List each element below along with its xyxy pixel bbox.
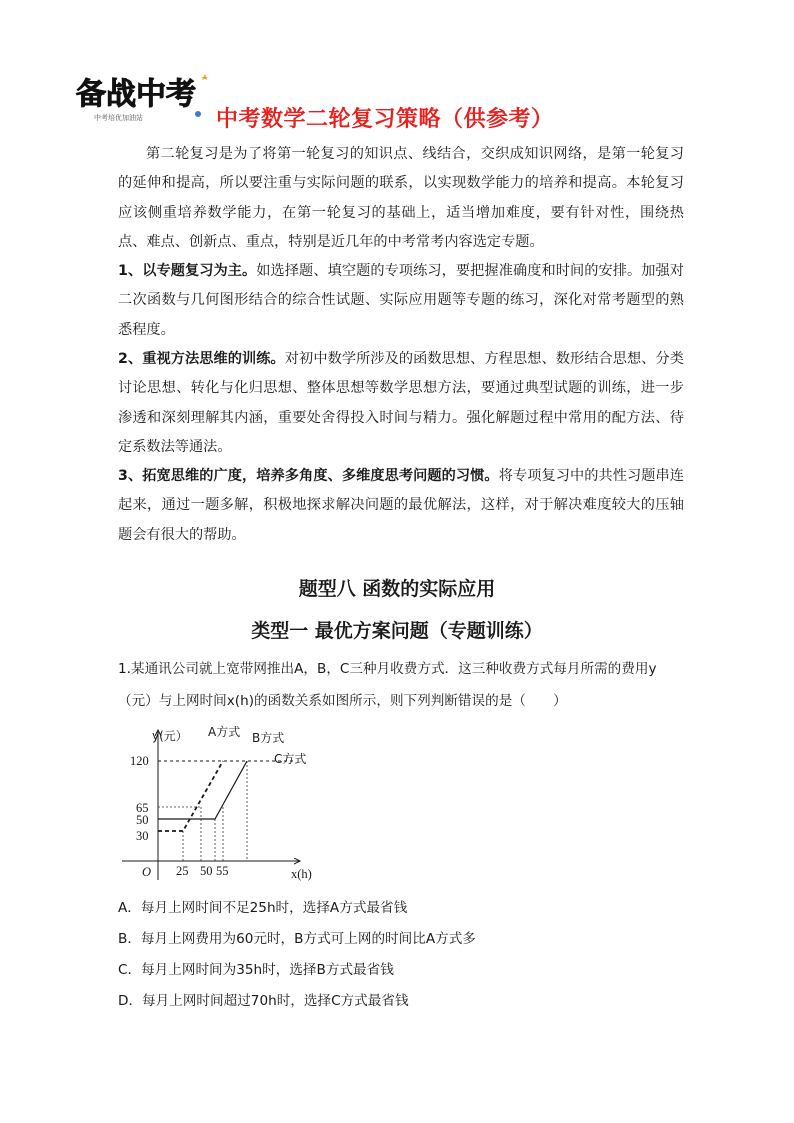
- strategy-point-1: [118, 257, 684, 345]
- x-tick-25: 25: [176, 864, 189, 878]
- option-c: C．每月上网时间为35h时，选择B方式最省钱: [118, 962, 394, 978]
- point-text: 对初中数学所涉及的函数思想、方程思想、数形结合思想、分类讨论思想、转化与化归思想、整体思想等数学思想方法，要通过典型试题的训练，进一步渗透和深刻理解其内涵，重要处舍得投入时间与精力。强化解题过程中常用的配方法、待定系数法等通法。: [118, 351, 684, 455]
- point-lead: 3、拓宽思维的广度，培养多角度、多维度思考问题的习惯。: [118, 468, 499, 484]
- series-a-label: A方式: [208, 725, 241, 739]
- function-graph: [112, 718, 332, 888]
- document-title: 中考数学二轮复习策略（供参考）: [216, 107, 554, 132]
- logo-dot-icon: [195, 111, 201, 117]
- point-lead: 1、以专题复习为主。: [118, 263, 257, 279]
- origin-label: O: [142, 865, 152, 879]
- y-axis-label: y(元）: [152, 729, 188, 743]
- point-text: 将专项复习中的共性习题串连起来，通过一题多解，积极地探求解决问题的最优解法，这样，对于解决难度较大的压轴题会有很大的帮助。: [118, 468, 684, 543]
- series-a-line: [158, 761, 223, 831]
- strategy-point-2: [118, 345, 684, 462]
- y-tick-65: 65: [136, 801, 149, 815]
- y-tick-120: 120: [130, 754, 149, 768]
- brand-logo: [72, 66, 212, 126]
- series-b-label: B方式: [252, 731, 285, 745]
- option-d: D．每月上网时间超过70h时，选择C方式最省钱: [118, 993, 409, 1009]
- series-c-label: C方式: [274, 752, 307, 766]
- point-text: 如选择题、填空题的专项练习，要把握准确度和时间的安排。加强对二次函数与几何图形结合的综合性试题、实际应用题等专题的练习，深化对常考题型的熟悉程度。: [118, 263, 684, 338]
- x-axis-label: x(h): [291, 867, 312, 881]
- subsection-title: 类型一 最优方案问题（专题训练）: [251, 620, 543, 642]
- point-lead: 2、重视方法思维的训练。: [118, 351, 285, 367]
- x-tick-50: 50: [200, 864, 213, 878]
- x-tick-55: 55: [216, 864, 229, 878]
- question-stem: 1.某通讯公司就上宽带网推出A，B，C三种月收费方式．这三种收费方式每月所需的费用y（元）与上网时间x(h)的函数关系如图所示，则下列判断错误的是（ ）: [118, 661, 657, 709]
- intro-paragraph: 第二轮复习是为了将第一轮复习的知识点、线结合，交织成知识网络，是第一轮复习的延伸和提高，所以要注重与实际问题的联系，以实现数学能力的培养和提高。本轮复习应该侧重培养数学能力，在第一轮复习的基础上，适当增加难度，要有针对性，围绕热点、难点、创新点、重点，特别是近几年的中考常考内容选定专题。: [118, 146, 684, 250]
- option-a: A．每月上网时间不足25h时，选择A方式最省钱: [118, 900, 408, 916]
- y-tick-50: 50: [136, 813, 149, 827]
- logo-star-icon: [201, 74, 208, 80]
- strategy-point-3: [118, 462, 684, 550]
- option-b: B．每月上网费用为60元时，B方式可上网的时间比A方式多: [118, 931, 476, 947]
- series-b-line: [158, 761, 247, 819]
- logo-subtext: 中考培优加油站: [94, 114, 143, 122]
- logo-text: 备战中考: [76, 77, 196, 112]
- section-title: 题型八 函数的实际应用: [298, 578, 496, 600]
- y-tick-30: 30: [136, 829, 149, 843]
